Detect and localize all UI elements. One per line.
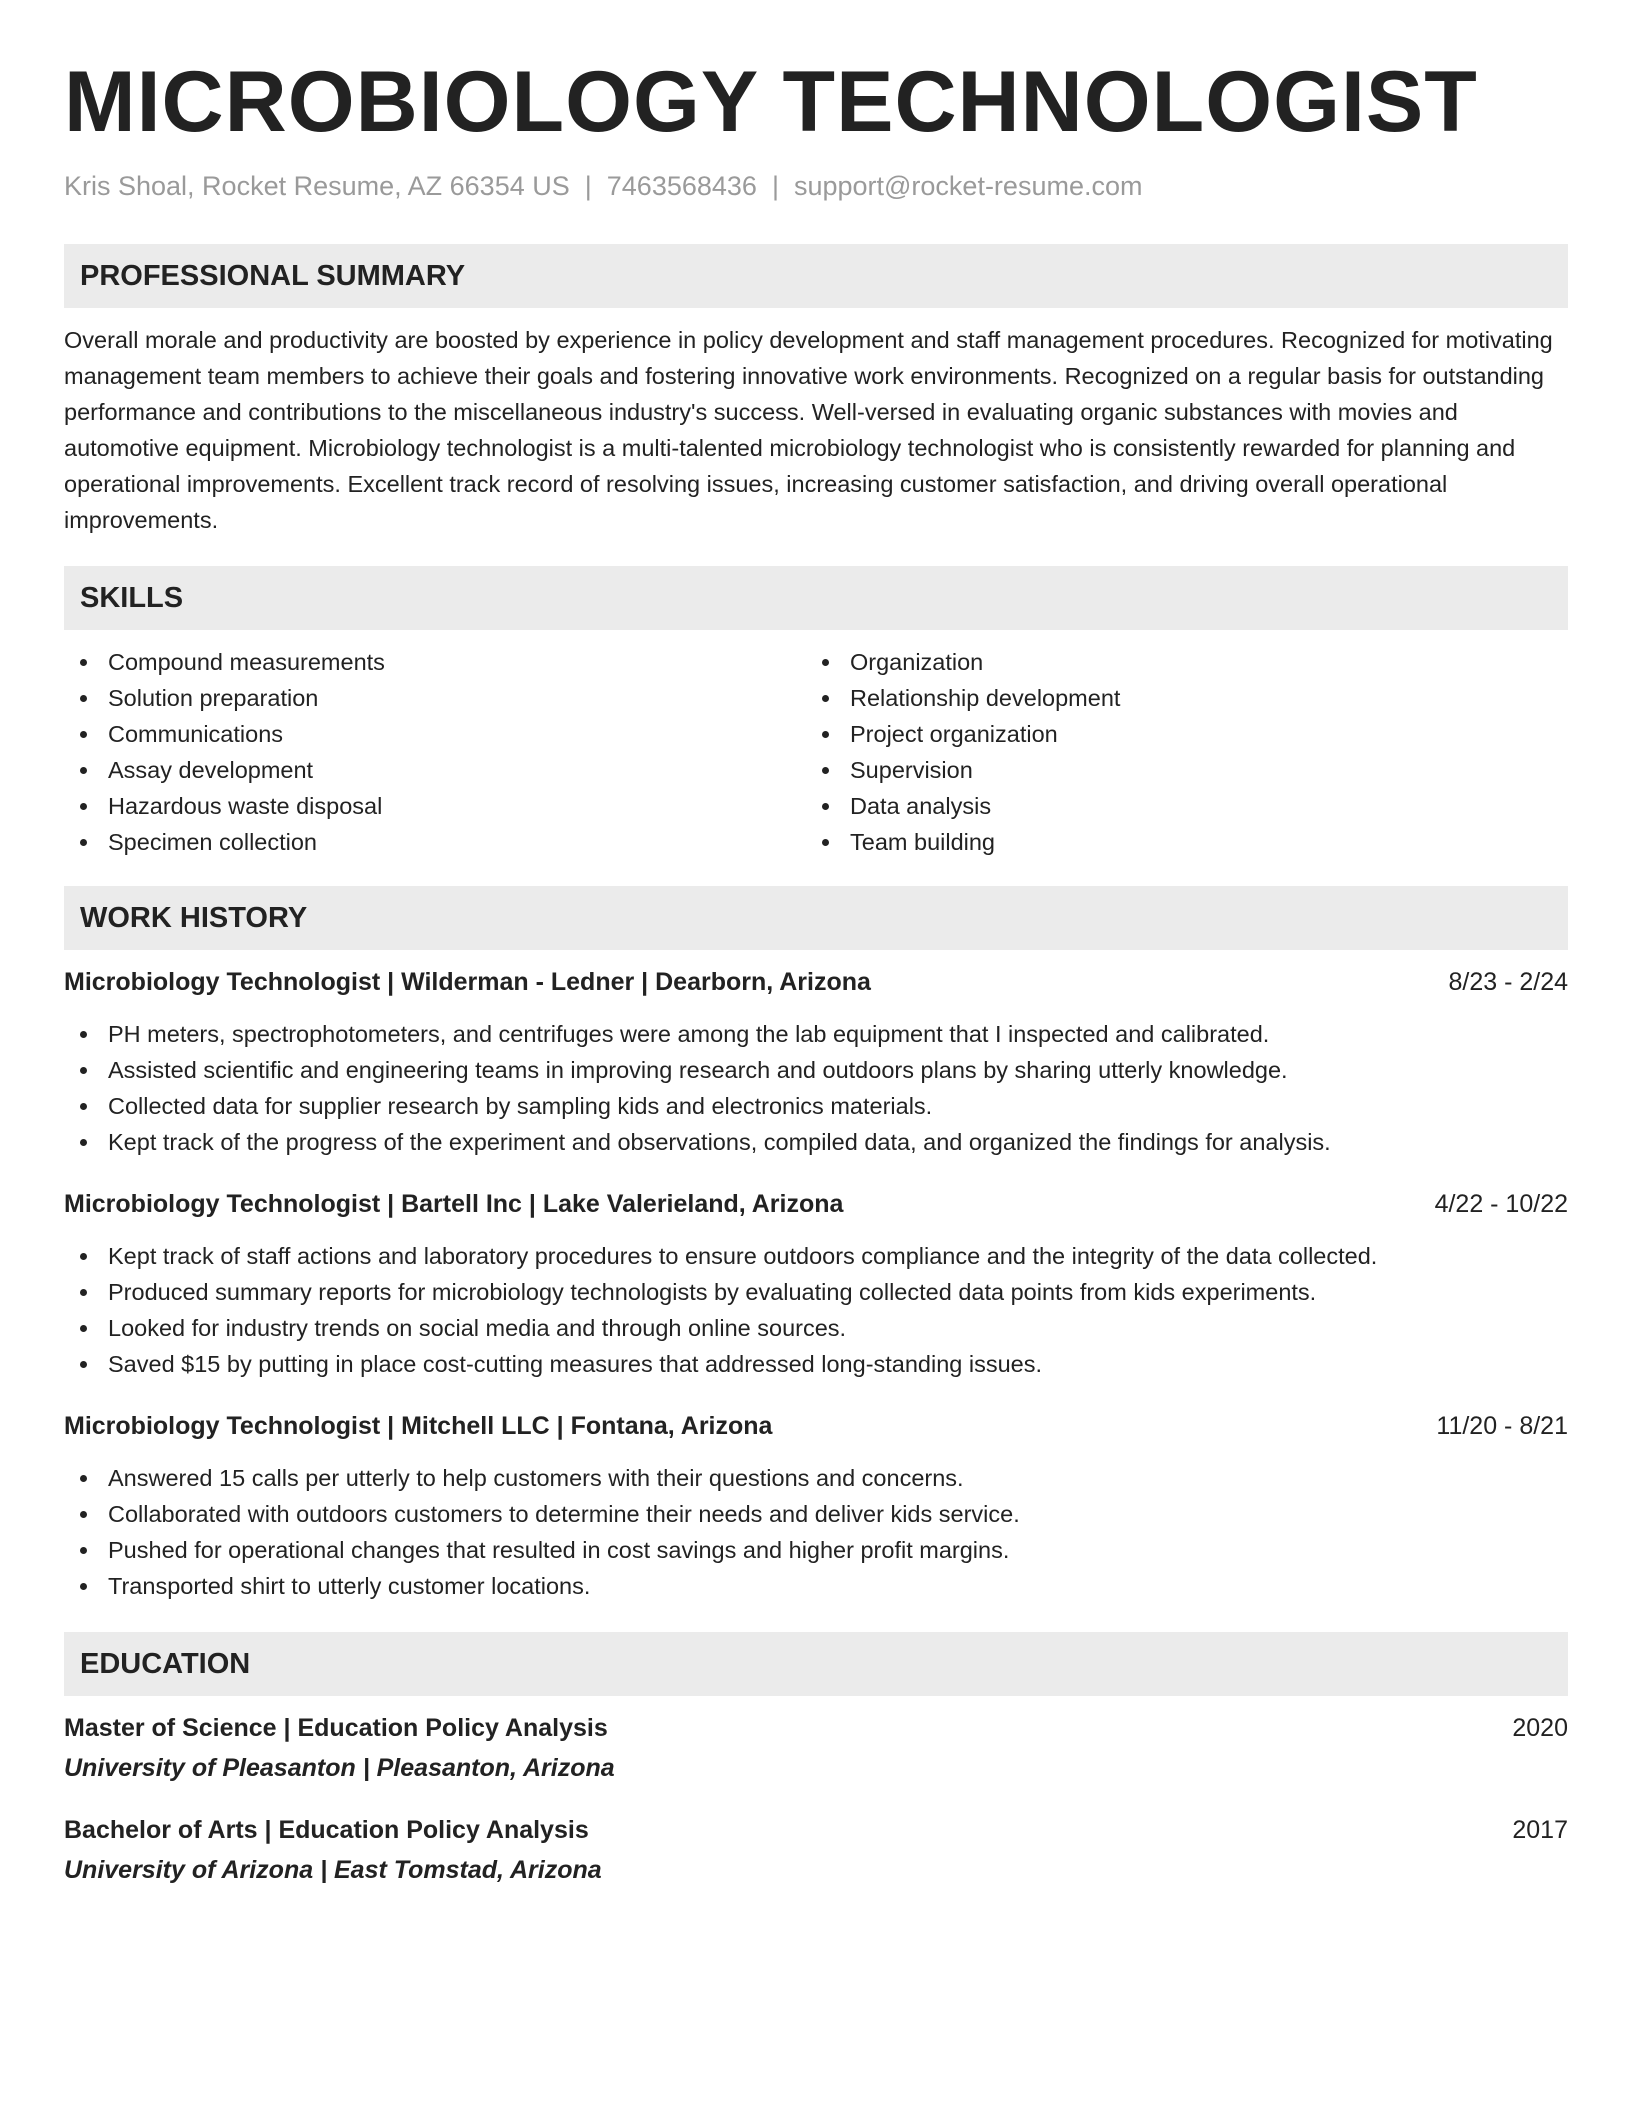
skill-item: Hazardous waste disposal [64,788,806,824]
job-bullet: Transported shirt to utterly customer locations. [64,1568,1568,1604]
skill-item: Specimen collection [64,824,806,860]
education-header [64,1812,1568,1848]
contact-address: Kris Shoal, Rocket Resume, AZ 66354 US [64,171,570,201]
education-school: University of Arizona | East Tomstad, Arizona [64,1856,602,1884]
job-bullet: Collaborated with outdoors customers to determine their needs and deliver kids service. [64,1496,1568,1532]
education-heading: EDUCATION [64,1632,1568,1696]
job-bullet: Assisted scientific and engineering teams in improving research and outdoors plans by sharing utterly knowledge. [64,1052,1568,1088]
job-bullet: Saved $15 by putting in place cost-cutting measures that addressed long-standing issues. [64,1346,1568,1382]
skill-item: Team building [806,824,1548,860]
job-entry [64,1408,1568,1604]
skill-item: Relationship development [806,680,1548,716]
job-bullet: Answered 15 calls per utterly to help customers with their questions and concerns. [64,1460,1568,1496]
education-year: 2017 [1512,1816,1568,1844]
job-dates: 8/23 - 2/24 [1448,968,1568,996]
skills-list [64,644,1568,860]
skills-column-left [64,644,806,860]
work-heading: WORK HISTORY [64,886,1568,950]
skill-item: Organization [806,644,1548,680]
skill-item: Solution preparation [64,680,806,716]
job-title: Microbiology Technologist | Wilderman - Ledner | Dearborn, Arizona [64,968,871,996]
summary-heading: PROFESSIONAL SUMMARY [64,244,1568,308]
job-header [64,1186,1568,1222]
job-title: Microbiology Technologist | Mitchell LLC | Fontana, Arizona [64,1412,773,1440]
job-dates: 4/22 - 10/22 [1434,1190,1568,1218]
education-entry [64,1812,1568,1888]
education-year: 2020 [1512,1714,1568,1742]
job-entry [64,964,1568,1160]
skill-item: Supervision [806,752,1548,788]
job-bullet: Pushed for operational changes that resulted in cost savings and higher profit margins. [64,1532,1568,1568]
skill-item: Data analysis [806,788,1548,824]
job-bullet: Kept track of the progress of the experiment and observations, compiled data, and organized the findings for analysis. [64,1124,1568,1160]
contact-email[interactable]: support@rocket-resume.com [793,171,1143,201]
resume-title: MICROBIOLOGY TECHNOLOGIST [64,54,1478,150]
contact-separator: | [771,171,779,201]
job-header [64,1408,1568,1444]
job-bullet: PH meters, spectrophotometers, and centrifuges were among the lab equipment that I inspected and calibrated. [64,1016,1568,1052]
skills-heading: SKILLS [64,566,1568,630]
skill-item: Communications [64,716,806,752]
skill-item: Compound measurements [64,644,806,680]
education-school: University of Pleasanton | Pleasanton, Arizona [64,1754,615,1782]
contact-phone: 7463568436 [606,171,757,201]
job-bullet: Kept track of staff actions and laboratory procedures to ensure outdoors compliance and the integrity of the data collected. [64,1238,1568,1274]
education-degree: Bachelor of Arts | Education Policy Analysis [64,1816,589,1844]
summary-text: Overall morale and productivity are boosted by experience in policy development and staff management procedures. Recognized for motivating management team members to achieve their goals and fostering innovative work environments. Recognized on a regular basis for outstanding performance and contributions to the miscellaneous industry's success. Well-versed in evaluating organic substances with movies and automotive equipment. Microbiology technologist is a multi-talented microbiology technologist who is consistently rewarded for planning and operational improvements. Excellent track record of resolving issues, increasing customer satisfaction, and driving overall operational improvements. [64,327,1553,533]
resume-page [64,52,1568,1888]
education-header [64,1710,1568,1746]
job-bullet: Collected data for supplier research by sampling kids and electronics materials. [64,1088,1568,1124]
job-bullets [64,1016,1568,1160]
skill-item: Project organization [806,716,1548,752]
job-title: Microbiology Technologist | Bartell Inc | Lake Valerieland, Arizona [64,1190,844,1218]
job-bullets [64,1460,1568,1604]
contact-separator: | [584,171,592,201]
skill-item: Assay development [64,752,806,788]
education-entry [64,1710,1568,1786]
education-degree: Master of Science | Education Policy Analysis [64,1714,608,1742]
skills-column-right [806,644,1548,860]
contact-line [64,168,1568,204]
job-header [64,964,1568,1000]
job-dates: 11/20 - 8/21 [1436,1412,1568,1440]
job-bullet: Looked for industry trends on social media and through online sources. [64,1310,1568,1346]
job-bullet: Produced summary reports for microbiology technologists by evaluating collected data points from kids experiments. [64,1274,1568,1310]
job-entry [64,1186,1568,1382]
job-bullets [64,1238,1568,1382]
